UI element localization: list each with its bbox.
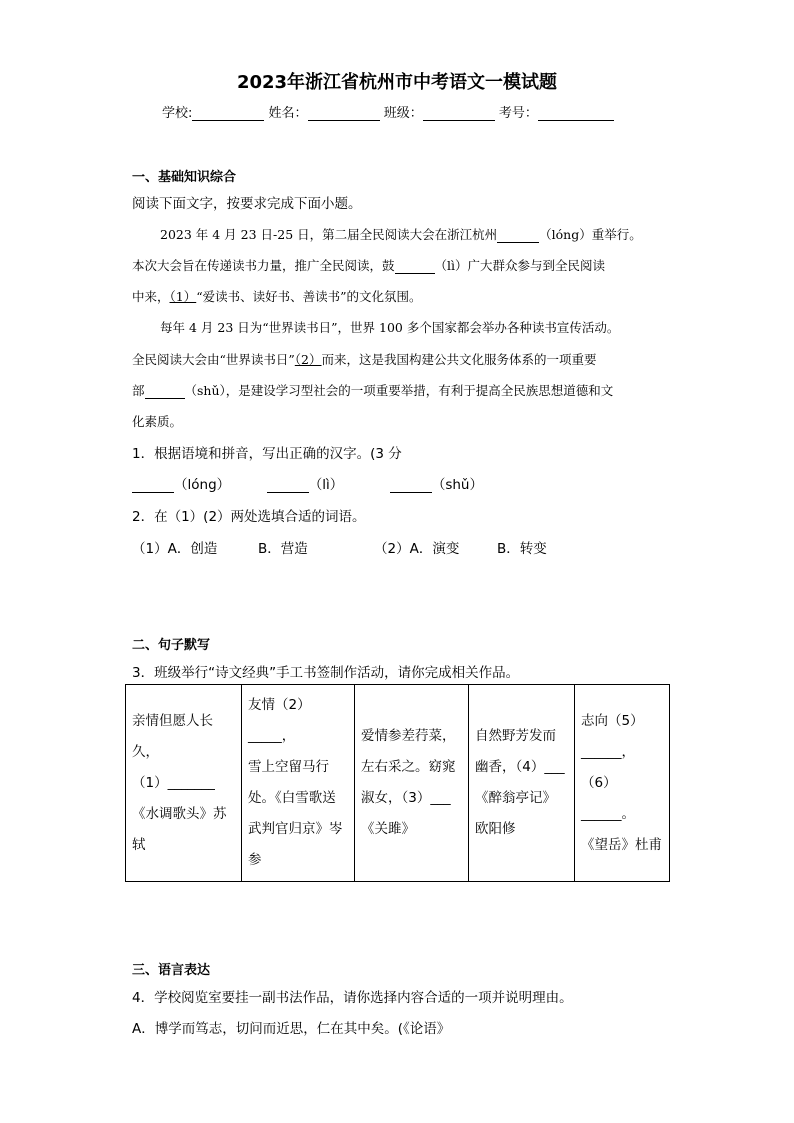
section2-heading: 二、句子默写	[132, 638, 211, 653]
question-3: 3．班级举行“诗文经典”手工书签制作活动，请你完成相关作品。	[132, 665, 520, 681]
cell-line: 左右采之。窈窕	[361, 759, 456, 775]
question-4: 4．学校阅览室要挂一副书法作品，请你选择内容合适的一项并说明理由。	[132, 990, 573, 1006]
passage-line	[132, 350, 597, 368]
cell-line: 武判官归京》岑	[248, 821, 343, 837]
cell-line: 爱情参差荇菜，	[361, 728, 456, 744]
cell-line: 《醉翁亭记》	[475, 790, 556, 806]
page-title: 2023年浙江省杭州市中考语文一模试题	[236, 72, 558, 93]
name-label: 姓名：	[268, 106, 308, 121]
passage-text: （shǔ），是建设学习型社会的一项重要举措，有利于提高全民族思想道德和文	[184, 383, 614, 398]
cell-line: 雪上空留马行	[248, 759, 329, 775]
q1-answer-row	[132, 473, 483, 493]
passage-text: 中来，	[132, 289, 170, 304]
cell-line: 轼	[132, 836, 146, 853]
q2-option-2b[interactable]: B．转变	[497, 541, 547, 557]
passage-text: 全民阅读大会由“世界读书日”	[132, 352, 295, 367]
question-2: 2．在（1）(2）两处选填合适的词语。	[132, 509, 366, 525]
cell-line: 《关雎》	[361, 821, 415, 837]
cell-line: 参	[248, 852, 262, 868]
q1-answer-blank-1[interactable]	[132, 478, 174, 493]
bookmark-table	[125, 684, 670, 882]
q1-answer-blank-2[interactable]	[267, 478, 309, 493]
passage-line: 每年 4 月 23 日为“世界读书日”，世界 100 多个国家都会举办各种读书宣传活动。	[160, 320, 620, 335]
blank-marker-1: （1）	[169, 289, 197, 304]
passage-text: （lóng）重举行。	[539, 227, 642, 242]
cell-line: 《水调歌头》苏	[132, 805, 227, 822]
q2-option-1a[interactable]: （1）A．创造	[132, 541, 218, 557]
passage-text: 部	[132, 383, 145, 398]
exam-no-blank[interactable]	[538, 106, 614, 121]
passage-text: “爱读书、读好书、善读书”的文化氛围。	[196, 289, 422, 304]
cell-family	[126, 685, 242, 882]
section1-heading: 一、基础知识综合	[132, 170, 237, 185]
answer-blank-shu[interactable]	[145, 384, 185, 399]
student-info-line	[162, 102, 614, 121]
passage-text: 2023 年 4 月 23 日-25 日，第二届全民阅读大会在浙江杭州	[160, 227, 498, 242]
cell-ambition	[575, 685, 670, 882]
cell-line: 处。《白雪歌送	[248, 790, 336, 806]
passage-line: 化素质。	[132, 414, 183, 429]
cell-line: 《望岳》杜甫	[581, 836, 662, 853]
table-row	[126, 685, 670, 882]
answer-blank-long[interactable]	[497, 228, 539, 243]
cell-line[interactable]: 淑女，（3）___	[361, 790, 451, 806]
passage-line	[132, 287, 422, 305]
q2-option-1b[interactable]: B．营造	[258, 541, 308, 557]
q4-option-a[interactable]: A．博学而笃志，切问而近思，仁在其中矣。(《论语》	[132, 1021, 451, 1037]
cell-line[interactable]: （6）______。	[581, 774, 635, 822]
cell-nature	[469, 685, 575, 882]
answer-blank-li[interactable]	[395, 259, 435, 274]
school-blank[interactable]	[192, 106, 264, 121]
section1-instruction: 阅读下面文字，按要求完成下面小题。	[132, 196, 362, 212]
cell-love	[355, 685, 469, 882]
cell-line[interactable]: ______，	[581, 743, 635, 760]
passage-text: 本次大会旨在传递读书力量，推广全民阅读，鼓	[132, 258, 395, 273]
passage-text: 而来，这是我国构建公共文化服务体系的一项重要	[321, 352, 597, 367]
blank-marker-2: （2）	[294, 352, 322, 367]
class-blank[interactable]	[423, 106, 495, 121]
q1-answer-blank-3[interactable]	[390, 478, 432, 493]
cell-line[interactable]: _____，	[248, 728, 296, 744]
pinyin-li: （lì）	[308, 477, 344, 493]
passage-line	[132, 256, 605, 274]
cell-line[interactable]: （1）_______	[132, 774, 215, 791]
passage-line	[132, 381, 613, 399]
cell-line: 友情（2）	[248, 697, 311, 713]
exam-no-label: 考号：	[498, 106, 538, 121]
passage-text: （lì）广大群众参与到全民阅读	[434, 258, 606, 273]
cell-line: 志向（5）	[581, 712, 644, 729]
cell-line: 自然野芳发而	[475, 728, 556, 744]
cell-line: 欧阳修	[475, 821, 516, 837]
school-label: 学校:	[162, 106, 193, 121]
pinyin-shu: （shǔ）	[431, 477, 483, 493]
cell-line[interactable]: 幽香，（4）___	[475, 759, 565, 775]
class-label: 班级：	[383, 106, 423, 121]
q2-option-2a[interactable]: （2）A．演变	[374, 541, 460, 557]
name-blank[interactable]	[308, 106, 380, 121]
cell-friendship	[242, 685, 355, 882]
section3-heading: 三、语言表达	[132, 963, 211, 978]
question-1: 1．根据语境和拼音，写出正确的汉字。(3 分	[132, 446, 402, 462]
cell-line: 亲情但愿人长久，	[132, 712, 213, 760]
passage-line	[160, 225, 642, 243]
pinyin-long: （lóng）	[174, 477, 231, 493]
